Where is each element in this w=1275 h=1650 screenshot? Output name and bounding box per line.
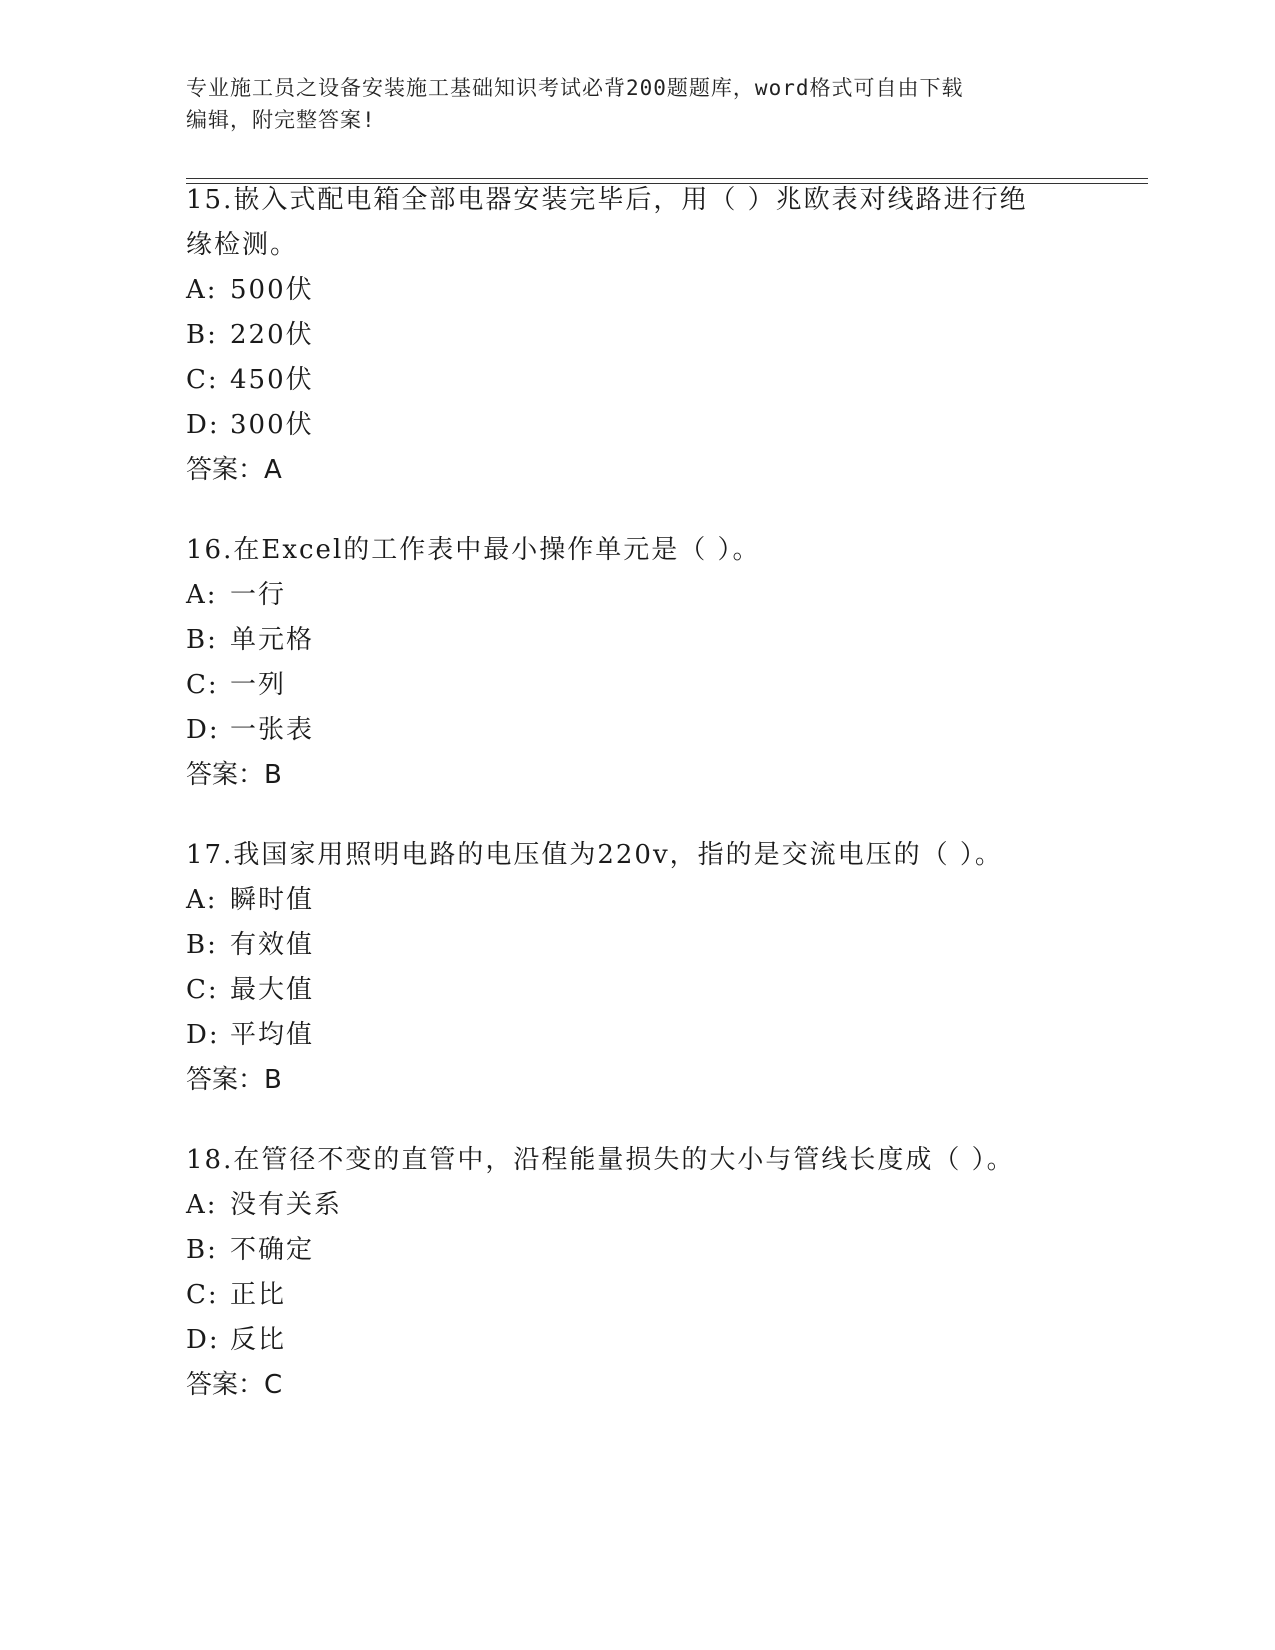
option-letter: C: [186, 670, 219, 700]
option-text: 没有关系 [230, 1190, 343, 1220]
option-a [186, 878, 1066, 923]
option-letter: B: [186, 1235, 218, 1265]
option-a [186, 573, 1066, 618]
option-letter: A: [186, 885, 218, 915]
option-letter: C: [186, 365, 219, 395]
option-b [186, 1228, 1066, 1273]
option-letter: B: [186, 625, 218, 655]
option-text: 一张表 [230, 715, 315, 745]
option-c [186, 358, 1066, 403]
question-18 [186, 1138, 1066, 1408]
option-b [186, 618, 1066, 663]
option-a [186, 1183, 1066, 1228]
document-header [186, 72, 1066, 136]
option-d [186, 1318, 1066, 1363]
header-line-1: 专业施工员之设备安装施工基础知识考试必背200题题库，word格式可自由下载 [186, 76, 964, 100]
option-text: 瞬时值 [230, 885, 315, 915]
option-text: 平均值 [230, 1020, 315, 1050]
option-letter: D: [186, 1020, 220, 1050]
option-d [186, 708, 1066, 753]
option-text: 一列 [230, 670, 287, 700]
option-letter: A: [186, 580, 218, 610]
option-letter: C: [186, 1280, 219, 1310]
answer-line: 答案：C [186, 1370, 283, 1400]
option-b [186, 923, 1066, 968]
answer-line: 答案：B [186, 1065, 282, 1095]
answer-line: 答案：A [186, 455, 282, 485]
option-text: 500伏 [230, 275, 314, 305]
option-text: 最大值 [230, 975, 315, 1005]
option-text: 单元格 [230, 625, 315, 655]
question-stem: 18.在管径不变的直管中，沿程能量损失的大小与管线长度成（ ）。 [186, 1145, 1015, 1175]
option-letter: C: [186, 975, 219, 1005]
question-15 [186, 178, 1066, 493]
option-letter: B: [186, 930, 218, 960]
option-a [186, 268, 1066, 313]
option-text: 220伏 [230, 320, 314, 350]
question-16 [186, 528, 1066, 798]
option-c [186, 663, 1066, 708]
option-c [186, 1273, 1066, 1318]
question-stem: 15.嵌入式配电箱全部电器安装完毕后，用（ ）兆欧表对线路进行绝 [186, 185, 1028, 215]
option-letter: A: [186, 1190, 218, 1220]
option-d [186, 403, 1066, 448]
option-text: 一行 [230, 580, 287, 610]
option-text: 450伏 [230, 365, 314, 395]
option-d [186, 1013, 1066, 1058]
answer-line: 答案：B [186, 760, 282, 790]
option-text: 300伏 [230, 410, 314, 440]
question-stem: 17.我国家用照明电路的电压值为220v，指的是交流电压的（ ）。 [186, 840, 1003, 870]
option-letter: B: [186, 320, 218, 350]
question-stem-continued: 缘检测。 [186, 230, 299, 260]
option-text: 有效值 [230, 930, 315, 960]
header-line-2: 编辑，附完整答案! [186, 108, 376, 132]
option-text: 不确定 [230, 1235, 315, 1265]
option-letter: D: [186, 1325, 220, 1355]
question-17 [186, 833, 1066, 1103]
option-letter: D: [186, 715, 220, 745]
option-text: 反比 [230, 1325, 287, 1355]
question-stem: 16.在Excel的工作表中最小操作单元是（ ）。 [186, 535, 761, 565]
option-text: 正比 [230, 1280, 287, 1310]
option-c [186, 968, 1066, 1013]
option-letter: A: [186, 275, 218, 305]
option-letter: D: [186, 410, 220, 440]
option-b [186, 313, 1066, 358]
